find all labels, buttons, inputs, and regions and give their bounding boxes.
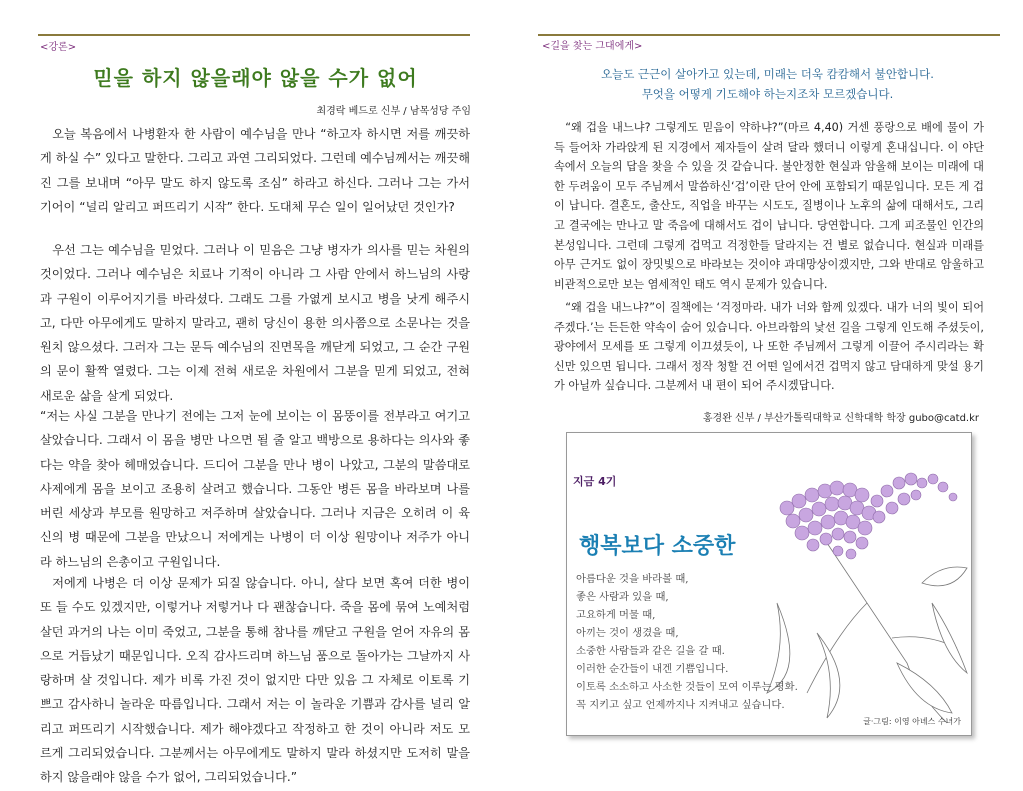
card-title: 행복보다 소중한 — [579, 534, 736, 559]
left-page — [0, 0, 511, 791]
author-byline: 최경락 베드로 신부 / 남목성당 주임 — [316, 106, 471, 117]
section-tag: <길을 찾는 그대에게> — [542, 41, 643, 52]
paragraph: “왜 겁을 내느냐? 그렇게도 믿음이 약하냐?”(마르 4,40) 거센 풍랑으로 배에 물이 가득 들어차 가라앉게 된 지경에서 제자들이 살려 달라 했더니 이렇게 혼내십니다. 이 야단 속에서 오늘의 답을 찾을 수 있을 것 같습니다. 불안정한 현실과 암울해 보이는 미래에 대한 두려움이 모두 주님께서 말씀하신‘겁’이란 단어 안에 포함되기 때문입니다. 모든 게 겁이 납니다. 결혼도, 출산도, 직업을 바꾸는 시도도, 질병이나 노후의 삶에 대해서도, 그리고 결국에는 만나고 말 죽음에 대해서도 겁이 납니다. 당연합니다. 그게 피조물인 인간의 본성입니다. 그런데 그렇게 겁먹고 걱정한들 달라지는 건 별로 없습니다. 현실과 미래를 아무 근거도 없이 장밋빛으로 바라보는 것이야 과대망상이겠지만, 그와 반대로 암울하고 비관적으로만 보는 염세적인 태도 역시 문제가 있습니다. — [554, 121, 984, 291]
section-tag: <강론> — [40, 42, 77, 53]
poem-line: 좋은 사람과 있을 때, — [576, 591, 669, 603]
poem-card — [566, 432, 972, 736]
paragraph: 우선 그는 예수님을 믿었다. 그러나 이 믿음은 그냥 병자가 의사를 믿는 차원의 것이었다. 그러나 예수님은 치료나 기적이 아니라 그 사람 안에서 하느님의 사랑과 구원이 이루어지기를 바라셨다. 그래도 그를 가엾게 보시고 병을 낫게 해주시고, 다만 아무에게도 말하지 말라고, 괜히 당신이 용한 의사쯤으로 소문나는 것을 원치 않으셨다. 그러자 그는 문득 예수님의 진면목을 깨닫게 되었고, 그 순간 구원의 문이 활짝 열렸다. 그는 이제 전혀 새로운 차원에서 그분을 믿게 되었고, 전혀 새로운 삶을 살게 되었다. — [40, 243, 470, 403]
poem-line: 고요하게 머물 때, — [576, 609, 656, 621]
poem-line: 이토록 소소하고 사소한 것들이 모여 이루는 평화. — [576, 681, 798, 693]
header-rule — [538, 34, 1000, 36]
lead-question — [512, 64, 1023, 104]
paragraph: “저는 사실 그분을 만나기 전에는 그저 눈에 보이는 이 몸뚱이를 전부라고 여기고 살았습니다. 그래서 이 몸을 병만 나으면 될 줄 알고 백방으로 용하다는 의사와 좋다는 약을 찾아 헤매었습니다. 드디어 그분을 만나 병이 나았고, 그분의 말씀대로 사제에게 몸을 보이고 조용히 살려고 했습니다. 그동안 병든 몸을 바라보며 나를 버린 세상과 부모를 원망하고 저주하며 살았습니다. 그러나 지금은 오히려 이 육신의 병 때문에 그분을 만났으니 저에게는 나병이 더 이상 원망이나 저주가 아니라 하느님의 은총이고 구원입니다. — [40, 409, 470, 569]
lead-line: 오늘도 근근이 살아가고 있는데, 미래는 더욱 캄캄해서 불안합니다. — [601, 67, 934, 81]
poem-line: 아름다운 것을 바라볼 때, — [576, 573, 689, 585]
poem-line: 아끼는 것이 생겼을 때, — [576, 627, 679, 639]
paragraph: 오늘 복음에서 나병환자 한 사람이 예수님을 만나 “하고자 하시면 저를 깨끗하게 하실 수” 있다고 말한다. 그리고 과연 그리되었다. 그런데 예수님께서는 깨끗해진 그를 보내며 “아무 말도 하지 않도록 조심” 하라고 하신다. 그러나 그는 가서 기어이 “널리 알리고 퍼뜨리기 시작” 한다. 도대체 무슨 일이 일어났던 것인가? — [40, 127, 470, 214]
paragraph: “왜 겁을 내느냐?”이 질책에는 ‘걱정마라. 내가 너와 함께 있겠다. 내가 너의 빛이 되어 주겠다.’는 든든한 약속이 숨어 있습니다. 아브라함의 낯선 길을 그렇게 인도해 주셨듯이, 광야에서 모세를 또 그렇게 이끄셨듯이, 나 또한 주님께서 그렇게 이끌어 주시리라는 확신만 있으면 됩니다. 그래서 정작 청할 건 어떤 일에서건 겁먹지 않고 담대하게 맞설 용기가 아닐까 싶습니다. 그분께서 내 편이 되어 주시겠답니다. — [554, 301, 984, 393]
poem — [576, 570, 876, 714]
lead-line: 무엇을 어떻게 기도해야 하는지조차 모르겠습니다. — [641, 87, 894, 101]
poem-line: 소중한 사람들과 같은 길을 갈 때. — [576, 645, 725, 657]
page-title: 믿을 하지 않을래야 않을 수가 없어 — [93, 66, 418, 90]
poem-line: 이러한 순간들이 내겐 기쁨입니다. — [576, 663, 729, 675]
header-rule — [38, 34, 470, 36]
card-credit: 글·그림: 이영 아녜스 수녀가 — [863, 717, 961, 726]
author-byline: 홍경완 신부 / 부산가톨릭대학교 신학대학 학장 gubo@catd.kr — [702, 413, 979, 424]
paragraph: 저에게 나병은 더 이상 문제가 되질 않습니다. 아니, 살다 보면 혹여 더한 병이 또 들 수도 있겠지만, 이렇거나 저렇거나 다 괜찮습니다. 죽을 몸에 묶여 노예처럼 살던 과거의 나는 이미 죽었고, 그분을 통해 참나를 깨닫고 구원을 얻어 자유의 몸으로 거듭났기 때문입니다. 오직 감사드리며 하느님 품으로 돌아가는 그날까지 사랑하며 살 것입니다. 제가 비록 가진 것이 없지만 다만 있음 그 자체로 이토록 기쁘고 감사하니 놀라운 따름입니다. 그래서 저는 이 놀라운 기쁨과 감사를 널리 알리고 퍼뜨리기 시작했습니다. 제가 해야겠다고 작정하고 한 것이 아니라 저도 모르게 그리되었습니다. 그분께서는 아무에게도 말하지 말라 하셨지만 도저히 말을 하지 않을래야 않을 수가 없어, 그리되었습니다.” — [40, 576, 470, 785]
card-tag: 지금 4기 — [573, 475, 617, 488]
poem-line: 꼭 지키고 싶고 언제까지나 지켜내고 싶습니다. — [576, 699, 785, 711]
